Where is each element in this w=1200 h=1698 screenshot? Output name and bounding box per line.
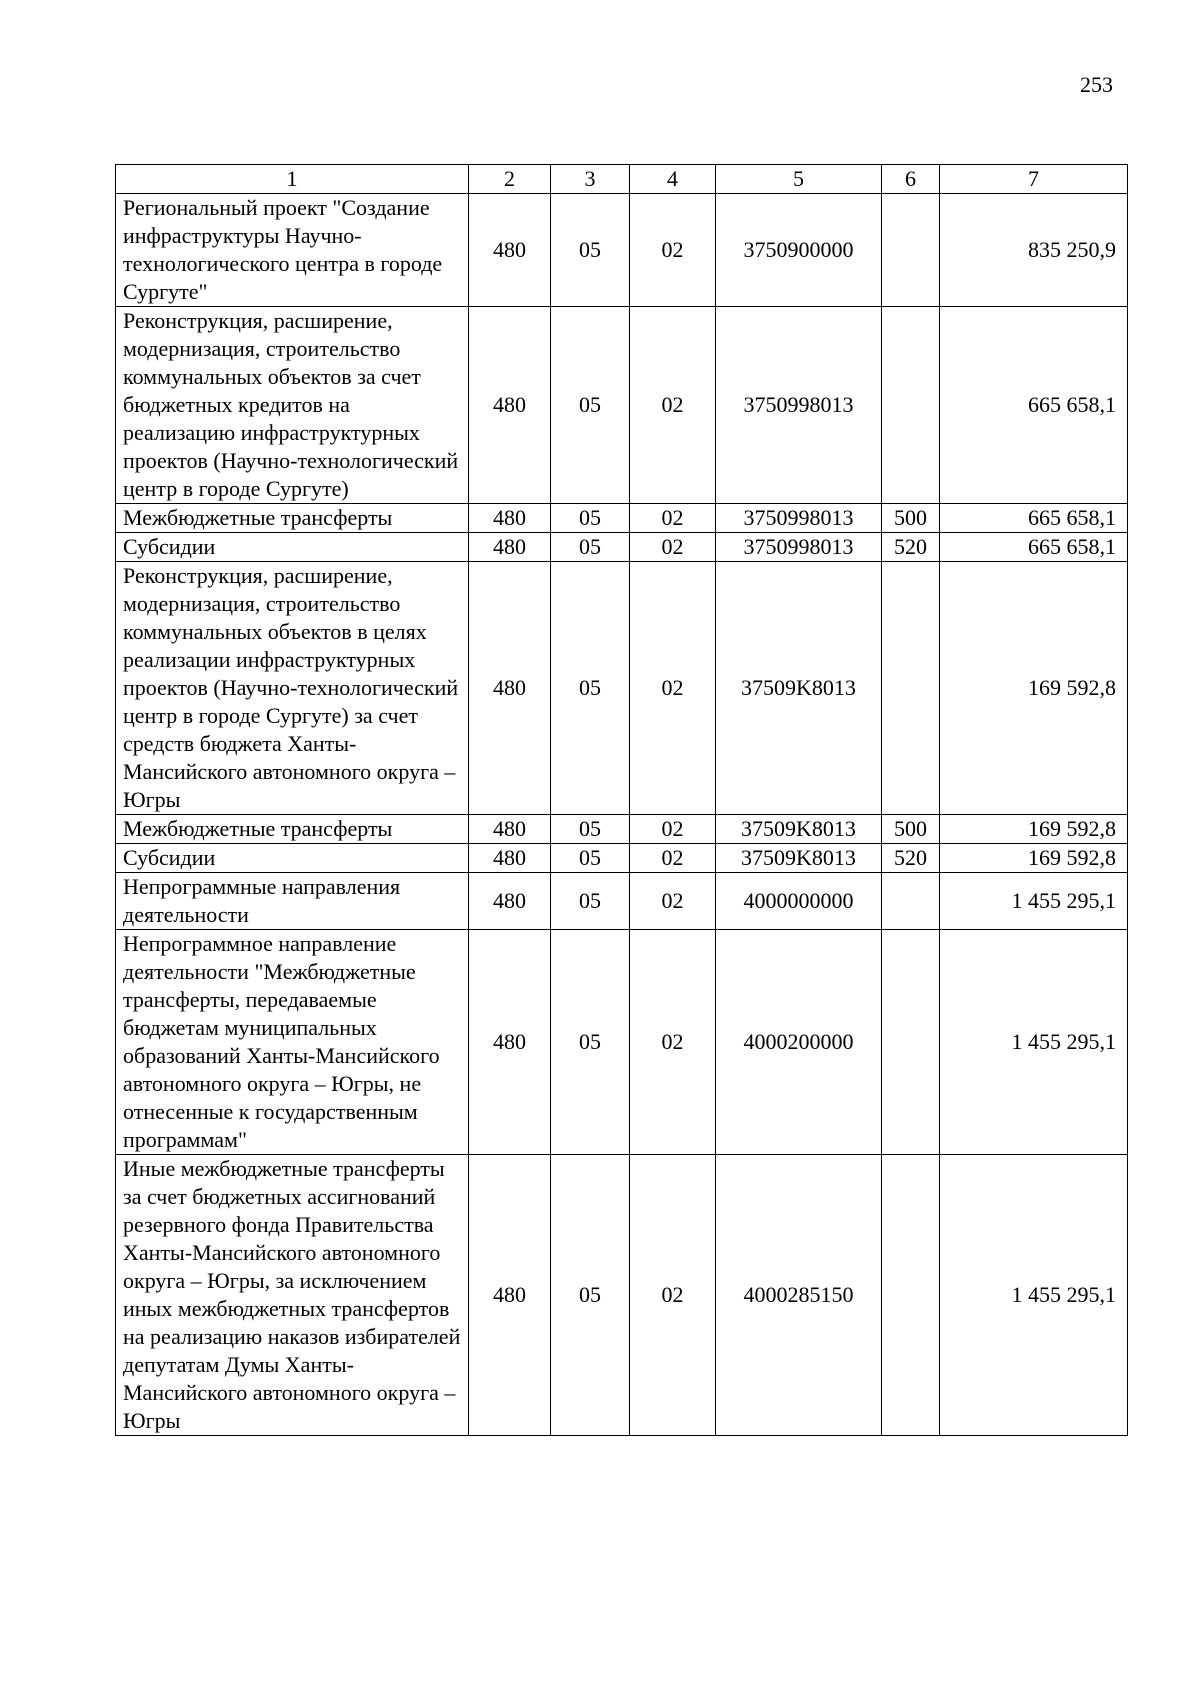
cell-subsection: 02 (630, 504, 716, 533)
cell-target: 3750998013 (716, 307, 882, 504)
cell-amount: 169 592,8 (940, 844, 1128, 873)
cell-amount: 835 250,9 (940, 194, 1128, 307)
column-header: 6 (882, 165, 940, 194)
cell-ministry: 480 (469, 504, 551, 533)
cell-name: Реконструкция, расширение, модернизация, строительство коммунальных объектов за счет бюджетных кредитов на реализацию инфраструктурных проектов (Научно-технологический центр в городе Сургуте) (116, 307, 469, 504)
cell-amount: 1 455 295,1 (940, 873, 1128, 930)
cell-target: 37509K8013 (716, 815, 882, 844)
cell-ministry: 480 (469, 815, 551, 844)
cell-amount: 665 658,1 (940, 533, 1128, 562)
table-row (116, 1155, 1128, 1436)
cell-ministry: 480 (469, 533, 551, 562)
cell-target: 4000200000 (716, 930, 882, 1155)
cell-amount: 169 592,8 (940, 815, 1128, 844)
column-header: 3 (551, 165, 630, 194)
cell-ministry: 480 (469, 844, 551, 873)
table-row (116, 533, 1128, 562)
table-row (116, 844, 1128, 873)
cell-section: 05 (551, 533, 630, 562)
cell-amount: 665 658,1 (940, 504, 1128, 533)
column-header: 7 (940, 165, 1128, 194)
cell-name: Реконструкция, расширение, модернизация, строительство коммунальных объектов в целях реализации инфраструктурных проектов (Научно-технологический центр в городе Сургуте) за счет средств бюджета Ханты-Мансийского автономного округа – Югры (116, 562, 469, 815)
cell-target: 3750900000 (716, 194, 882, 307)
cell-subsection: 02 (630, 815, 716, 844)
cell-subsection: 02 (630, 873, 716, 930)
cell-expense-type: 500 (882, 815, 940, 844)
column-header: 2 (469, 165, 551, 194)
cell-subsection: 02 (630, 562, 716, 815)
cell-subsection: 02 (630, 1155, 716, 1436)
cell-subsection: 02 (630, 194, 716, 307)
cell-section: 05 (551, 307, 630, 504)
cell-section: 05 (551, 194, 630, 307)
cell-section: 05 (551, 815, 630, 844)
column-header: 5 (716, 165, 882, 194)
cell-expense-type (882, 1155, 940, 1436)
table-row (116, 562, 1128, 815)
column-header: 4 (630, 165, 716, 194)
cell-amount: 665 658,1 (940, 307, 1128, 504)
cell-subsection: 02 (630, 930, 716, 1155)
cell-expense-type (882, 194, 940, 307)
cell-section: 05 (551, 1155, 630, 1436)
cell-name: Межбюджетные трансферты (116, 504, 469, 533)
cell-expense-type (882, 562, 940, 815)
table-row (116, 194, 1128, 307)
cell-expense-type (882, 873, 940, 930)
cell-section: 05 (551, 562, 630, 815)
cell-name: Субсидии (116, 533, 469, 562)
table-row (116, 815, 1128, 844)
cell-subsection: 02 (630, 533, 716, 562)
cell-expense-type: 520 (882, 533, 940, 562)
cell-name: Межбюджетные трансферты (116, 815, 469, 844)
cell-ministry: 480 (469, 194, 551, 307)
table-row (116, 504, 1128, 533)
cell-ministry: 480 (469, 1155, 551, 1436)
cell-target: 4000000000 (716, 873, 882, 930)
cell-target: 4000285150 (716, 1155, 882, 1436)
budget-table (115, 164, 1128, 1436)
cell-target: 37509K8013 (716, 562, 882, 815)
cell-name: Региональный проект "Создание инфраструктуры Научно-технологического центра в городе Сургуте" (116, 194, 469, 307)
table-row (116, 873, 1128, 930)
cell-target: 37509K8013 (716, 844, 882, 873)
cell-ministry: 480 (469, 873, 551, 930)
cell-expense-type (882, 307, 940, 504)
cell-subsection: 02 (630, 844, 716, 873)
cell-section: 05 (551, 844, 630, 873)
cell-target: 3750998013 (716, 533, 882, 562)
table-row (116, 307, 1128, 504)
cell-amount: 169 592,8 (940, 562, 1128, 815)
cell-section: 05 (551, 504, 630, 533)
cell-name: Непрограммное направление деятельности "Межбюджетные трансферты, передаваемые бюджетам муниципальных образований Ханты-Мансийского автономного округа – Югры, не отнесенные к государственным программам" (116, 930, 469, 1155)
cell-target: 3750998013 (716, 504, 882, 533)
cell-section: 05 (551, 873, 630, 930)
cell-amount: 1 455 295,1 (940, 1155, 1128, 1436)
table-row (116, 930, 1128, 1155)
cell-name: Непрограммные направления деятельности (116, 873, 469, 930)
cell-ministry: 480 (469, 562, 551, 815)
cell-expense-type (882, 930, 940, 1155)
cell-amount: 1 455 295,1 (940, 930, 1128, 1155)
cell-expense-type: 500 (882, 504, 940, 533)
column-header: 1 (116, 165, 469, 194)
header-row (116, 165, 1128, 194)
cell-section: 05 (551, 930, 630, 1155)
cell-name: Субсидии (116, 844, 469, 873)
cell-ministry: 480 (469, 307, 551, 504)
page-number: 253 (1080, 72, 1113, 97)
cell-ministry: 480 (469, 930, 551, 1155)
cell-expense-type: 520 (882, 844, 940, 873)
cell-subsection: 02 (630, 307, 716, 504)
cell-name: Иные межбюджетные трансферты за счет бюджетных ассигнований резервного фонда Правительства Ханты-Мансийского автономного округа – Югры, за исключением иных межбюджетных трансфертов на реализацию наказов избирателей депутатам Думы Ханты-Мансийского автономного округа – Югры (116, 1155, 469, 1436)
